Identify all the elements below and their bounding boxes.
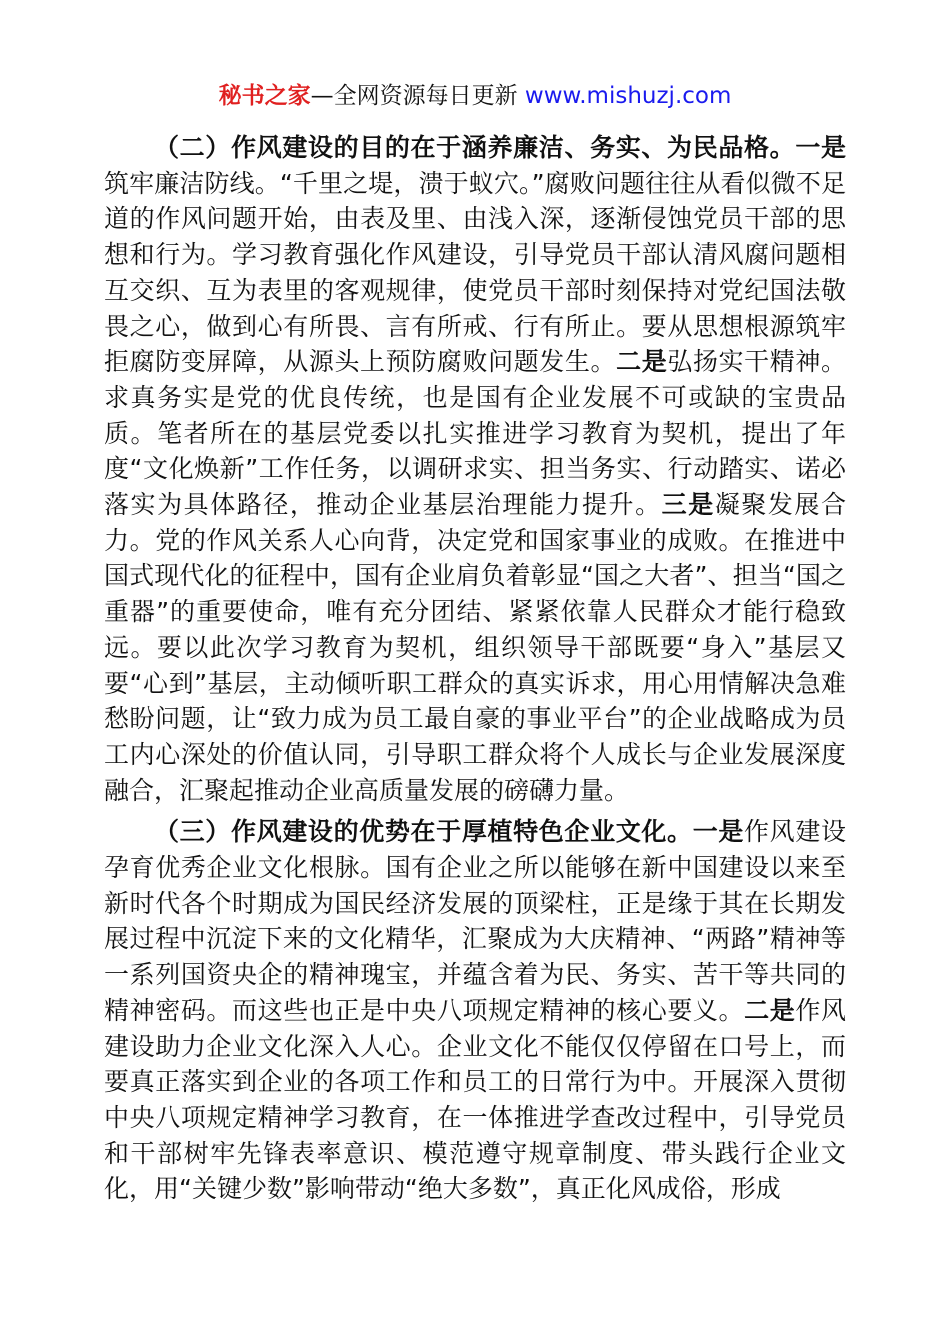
point-marker-2: 二是 <box>616 347 668 377</box>
heading-run: （二）作风建设的目的在于涵养廉洁、务实、为民品格。 <box>154 133 796 162</box>
heading-run: （三）作风建设的优势在于厚植特色企业文化。 <box>154 817 693 847</box>
document-body <box>104 130 846 1213</box>
point-marker-2: 二是 <box>744 995 796 1025</box>
text-run: 筑牢廉洁防线。“千里之堤，溃于蚁穴。”腐败问题往往从看似微不足道的作风问题开始，由表及里、由浅入深，逐渐侵蚀党员干部的思想和行为。学习教育强化作风建设，引导党员干部认清风腐问题相互交织、互为表里的客观规律，使党员干部时刻保持对党纪国法敬畏之心，做到心有所畏、言有所戒、行有所止。要从思想根源筑牢拒腐防变屏障，从源头上预防腐败问题发生。 <box>104 168 846 377</box>
site-tagline: —全网资源每日更新 <box>310 83 525 109</box>
site-url-link[interactable]: www.mishuzj.com <box>524 83 732 109</box>
point-marker-1: 一是 <box>795 133 846 162</box>
text-run: 凝聚发展合力。党的作风关系人心向背，决定党和国家事业的成败。在推进中国式现代化的征程中，国有企业肩负着彰显“国之大者”、担当“国之重器”的重要使命，唯有充分团结、紧紧依靠人民群众才能行稳致远。要以此次学习教育为契机，组织领导干部既要“身入”基层又要“心到”基层，主动倾听职工群众的真实诉求，用心用情解决急难愁盼问题，让“致力成为员工最自豪的事业平台”的企业战略成为员工内心深处的价值认同，引导职工群众将个人成长与企业发展深度融合，汇聚起推动企业高质量发展的磅礴力量。 <box>104 490 846 805</box>
paragraph-2 <box>104 130 846 808</box>
site-header <box>0 80 950 112</box>
text-run: 作风建设助力企业文化深入人心。企业文化不能仅仅停留在口号上，而要真正落实到企业的各项工作和员工的日常行为中。开展深入贯彻中央八项规定精神学习教育，在一体推进学查改过程中，引导党员和干部树牢先锋表率意识、模范遵守规章制度、带头践行企业文化，用“关键少数”影响带动“绝大多数”，真正化风成俗，形成 <box>104 995 846 1204</box>
site-brand: 秘书之家 <box>218 83 311 109</box>
paragraph-3 <box>104 814 846 1207</box>
text-run: 弘扬实干精神。求真务实是党的优良传统，也是国有企业发展不可或缺的宝贵品质。笔者所在的基层党委以扎实推进学习教育为契机，提出了年度“文化焕新”工作任务，以调研求实、担当务实、行动踏实、诺必落实为具体路径，推动企业基层治理能力提升。 <box>104 347 846 520</box>
point-marker-3: 三是 <box>661 490 715 520</box>
point-marker-1: 一是 <box>692 817 745 847</box>
text-run: 作风建设孕育优秀企业文化根脉。国有企业之所以能够在新中国建设以来至新时代各个时期成为国民经济发展的顶梁柱，正是缘于其在长期发展过程中沉淀下来的文化精华，汇聚成为大庆精神、“两路”精神等一系列国资央企的精神瑰宝，并蕴含着为民、务实、苦干等共同的精神密码。而这些也正是中央八项规定精神的核心要义。 <box>104 817 846 1025</box>
